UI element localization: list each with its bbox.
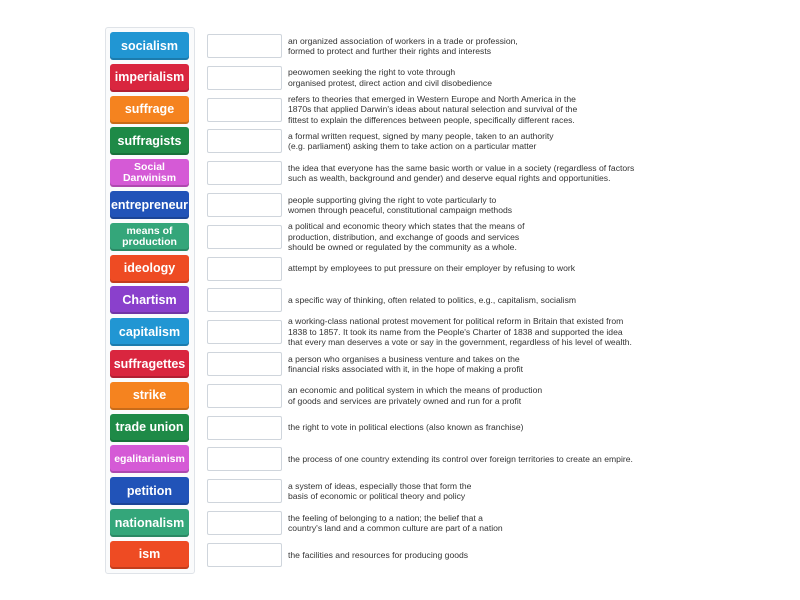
drop-slot[interactable] xyxy=(207,320,282,344)
word-tile-label: strike xyxy=(132,388,167,403)
word-tile-chartism[interactable] xyxy=(110,286,189,314)
word-tile-trade-union[interactable] xyxy=(110,414,189,442)
word-tile-label: ism xyxy=(138,547,161,562)
definition-label: an economic and political system in which the means of production of goods and services are privately owned and run for a profit xyxy=(288,385,543,406)
word-tile-label: suffragists xyxy=(117,133,182,148)
definition-label: a political and economic theory which states that the means of production, distribution, and exchange of goods and services should be owned or regulated by the community as a whole. xyxy=(288,221,525,253)
definition-label: the process of one country extending its control over foreign territories to create an empire. xyxy=(288,454,633,465)
definition-label: a specific way of thinking, often related to politics, e.g., capitalism, socialism xyxy=(288,295,577,306)
definition-label: an organized association of workers in a trade or profession, formed to protect and further their rights and interests xyxy=(288,35,518,56)
definition-label: a working-class national protest movement for political reform in Britain that existed from 1838 to 1857. It took its name from the People's Charter of 1838 and supported the idea that every man deserves a vote or say in the government, regardless of his level of wealth. xyxy=(288,316,632,348)
definition-text xyxy=(288,539,708,571)
definition-label: people supporting giving the right to vote particularly to women through peaceful, constitutional campaign methods xyxy=(288,194,513,215)
drop-slot[interactable] xyxy=(207,129,282,153)
definition-label: the idea that everyone has the same basic worth or value in a society (regardless of factors such as wealth, background and gender) and deserve equal rights and opportunities. xyxy=(288,162,635,184)
definition-text xyxy=(288,284,708,316)
definition-text xyxy=(288,316,708,348)
word-tile-capitalism[interactable] xyxy=(110,318,189,346)
drop-slot[interactable] xyxy=(207,447,282,471)
word-tile-social-darwinism[interactable] xyxy=(110,159,189,187)
word-tile-label: trade union xyxy=(115,420,184,435)
definition-text xyxy=(288,30,708,62)
definition-text xyxy=(288,189,708,221)
word-tile-label: ideology xyxy=(123,261,176,276)
word-tile-ideology[interactable] xyxy=(110,255,189,283)
definition-text xyxy=(288,94,708,126)
drop-slot[interactable] xyxy=(207,288,282,312)
word-tile-entrepreneur[interactable] xyxy=(110,191,189,219)
definition-label: attempt by employees to put pressure on their employer by refusing to work xyxy=(288,263,576,274)
drop-slot[interactable] xyxy=(207,98,282,122)
word-tile-petition[interactable] xyxy=(110,477,189,505)
word-tile-means-of-production[interactable] xyxy=(110,223,189,251)
definition-text xyxy=(288,221,708,253)
word-tile-label: means of production xyxy=(122,224,177,248)
word-tile-socialism[interactable] xyxy=(110,32,189,60)
drop-slot[interactable] xyxy=(207,384,282,408)
word-tile-label: suffrage xyxy=(124,102,175,117)
word-tile-label: Social Darwinism xyxy=(122,161,177,185)
drop-slot[interactable] xyxy=(207,66,282,90)
definition-text xyxy=(288,253,708,285)
word-tile-nationalism[interactable] xyxy=(110,509,189,537)
word-tile-column xyxy=(105,27,195,574)
definition-label: refers to theories that emerged in Western Europe and North America in the 1870s that applied Darwin's ideas about natural selection and survival of the fittest to explain the differences between people, specifically different races. xyxy=(288,93,578,125)
drop-slot[interactable] xyxy=(207,479,282,503)
definition-text xyxy=(288,507,708,539)
word-tile-label: nationalism xyxy=(114,515,185,530)
word-tile-egalitarianism[interactable] xyxy=(110,445,189,473)
word-tile-label: imperialism xyxy=(114,70,185,85)
definition-text xyxy=(288,125,708,157)
definition-text xyxy=(288,62,708,94)
drop-slot[interactable] xyxy=(207,225,282,249)
word-tile-label: petition xyxy=(126,483,173,498)
definition-label: peowomen seeking the right to vote through organised protest, direct action and civil disobedience xyxy=(288,67,492,88)
word-tile-label: entrepreneur xyxy=(110,197,189,212)
word-tile-label: egalitarianism xyxy=(114,452,185,465)
definition-label: a person who organises a business venture and takes on the financial risks associated with it, in the hope of making a profit xyxy=(288,353,524,374)
drop-slot[interactable] xyxy=(207,543,282,567)
word-tile-strike[interactable] xyxy=(110,382,189,410)
drop-slot[interactable] xyxy=(207,511,282,535)
definition-text xyxy=(288,475,708,507)
word-tile-suffragettes[interactable] xyxy=(110,350,189,378)
definition-text xyxy=(288,157,708,189)
definition-label: the feeling of belonging to a nation; the belief that a country's land and a common culture are part of a nation xyxy=(288,512,503,533)
drop-slot[interactable] xyxy=(207,352,282,376)
definition-label: a formal written request, signed by many people, taken to an authority (e.g. parliament) asking them to take action on a particular matter xyxy=(288,130,554,152)
drop-slot[interactable] xyxy=(207,193,282,217)
word-tile-label: capitalism xyxy=(118,324,181,339)
drop-slot[interactable] xyxy=(207,257,282,281)
definition-label: the facilities and resources for producing goods xyxy=(288,549,469,560)
word-tile-suffrage[interactable] xyxy=(110,96,189,124)
word-tile-label: suffragettes xyxy=(113,356,186,371)
word-tile-label: socialism xyxy=(121,38,178,53)
definition-text xyxy=(288,412,708,444)
word-tile-ism[interactable] xyxy=(110,541,189,569)
drop-slot[interactable] xyxy=(207,416,282,440)
definition-label: the right to vote in political elections (also known as franchise) xyxy=(288,422,524,433)
word-tile-label: Chartism xyxy=(122,292,177,307)
definition-text xyxy=(288,380,708,412)
definition-text xyxy=(288,443,708,475)
definition-label: a system of ideas, especially those that form the basis of economic or political theory and policy xyxy=(288,480,472,502)
drop-slot[interactable] xyxy=(207,161,282,185)
word-tile-imperialism[interactable] xyxy=(110,64,189,92)
drop-slot[interactable] xyxy=(207,34,282,58)
definition-text xyxy=(288,348,708,380)
word-tile-suffragists[interactable] xyxy=(110,127,189,155)
